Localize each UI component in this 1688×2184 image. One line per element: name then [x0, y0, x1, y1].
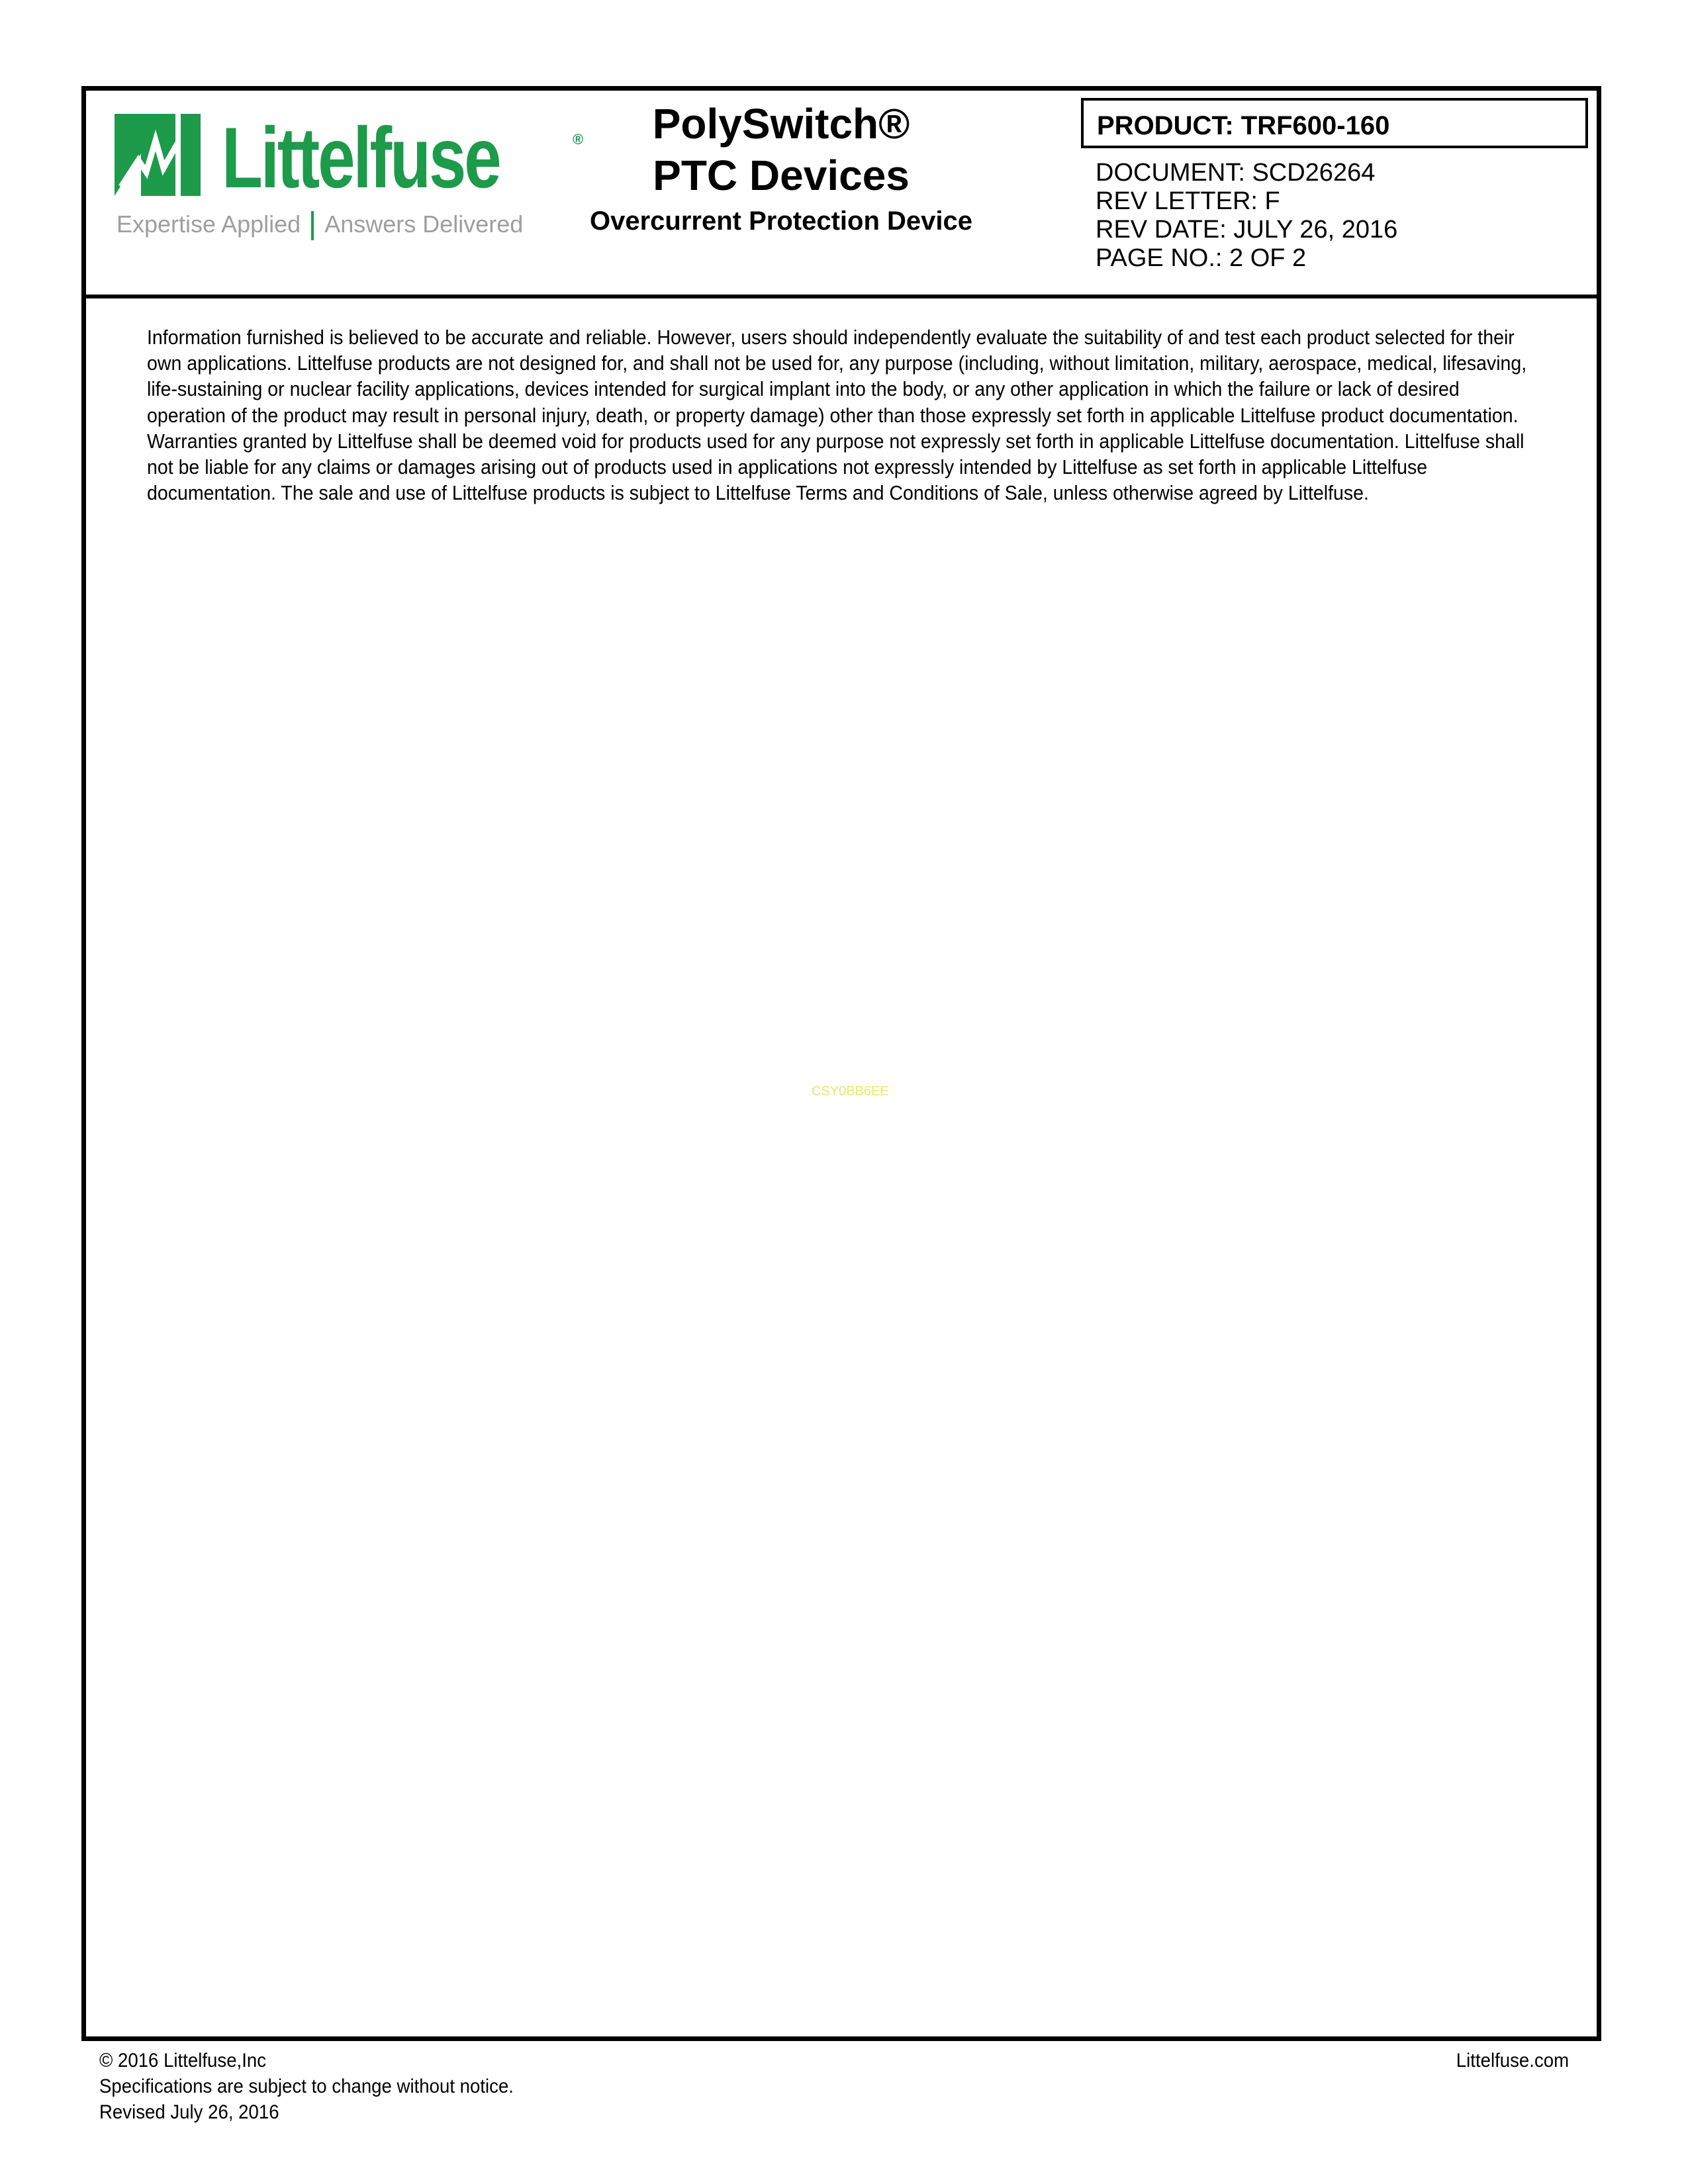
title-line-2: PTC Devices — [653, 152, 910, 199]
tagline-left: Expertise Applied — [117, 210, 301, 238]
title-subtitle: Overcurrent Protection Device — [590, 206, 972, 236]
footer-notice: Specifications are subject to change without notice. — [99, 2075, 514, 2097]
rev-date: REV DATE: JULY 26, 2016 — [1096, 216, 1398, 244]
disclaimer-line: Information furnished is believed to be accurate and reliable. However, users should independently evaluate the suitability of and test each product selected for their — [147, 326, 1515, 349]
footer-left — [99, 2048, 514, 2125]
product-box — [1081, 98, 1588, 148]
footer-copyright: © 2016 Littelfuse,Inc — [99, 2050, 267, 2071]
document-stamp: CSY0BB6EE — [812, 1084, 889, 1099]
page-number: PAGE NO.: 2 OF 2 — [1096, 244, 1307, 272]
disclaimer-line: not be liable for any claims or damages arising out of products used in applications not expressly intended by Littelfuse as set forth in applicable Littelfuse — [147, 455, 1428, 479]
brand-tagline — [117, 210, 523, 240]
disclaimer-line: operation of the product may result in personal injury, death, or property damage) other than those expressly set forth in applicable Littelfuse product documentation. — [147, 403, 1519, 427]
document-number: DOCUMENT: SCD26264 — [1096, 159, 1376, 187]
disclaimer-line: Warranties granted by Littelfuse shall be deemed void for products used for any purpose not expressly set forth in applicable Littelfuse documentation. Littelfuse shall — [147, 429, 1524, 453]
footer-website: Littelfuse.com — [1456, 2050, 1569, 2071]
littelfuse-logo — [113, 109, 584, 244]
product-label: PRODUCT: TRF600-160 — [1097, 111, 1390, 140]
tagline-right: Answers Delivered — [324, 210, 524, 238]
disclaimer-line: own applications. Littelfuse products are not designed for, and shall not be used for, any purpose (including, without limitation, military, aerospace, medical, lifesaving, — [147, 351, 1527, 375]
littelfuse-logo-icon — [115, 114, 201, 196]
title-line-1: PolySwitch® — [652, 100, 910, 148]
tagline-separator — [311, 211, 314, 240]
disclaimer-line: documentation. The sale and use of Littelfuse products is subject to Littelfuse Terms and Conditions of Sale, unless otherwise agreed by Littelfuse. — [147, 481, 1369, 505]
rev-letter: REV LETTER: F — [1096, 187, 1280, 215]
registered-mark: ® — [573, 131, 584, 148]
disclaimer-line: life-sustaining or nuclear facility applications, devices intended for surgical implant into the body, or any other application in which the failure or lack of desired — [147, 377, 1460, 401]
disclaimer-text — [147, 324, 1527, 506]
document-title — [543, 98, 1019, 238]
document-meta — [1096, 159, 1397, 273]
footer-revised: Revised July 26, 2016 — [99, 2101, 279, 2123]
header-divider — [81, 295, 1601, 298]
brand-name: Littelfuse — [222, 109, 500, 206]
